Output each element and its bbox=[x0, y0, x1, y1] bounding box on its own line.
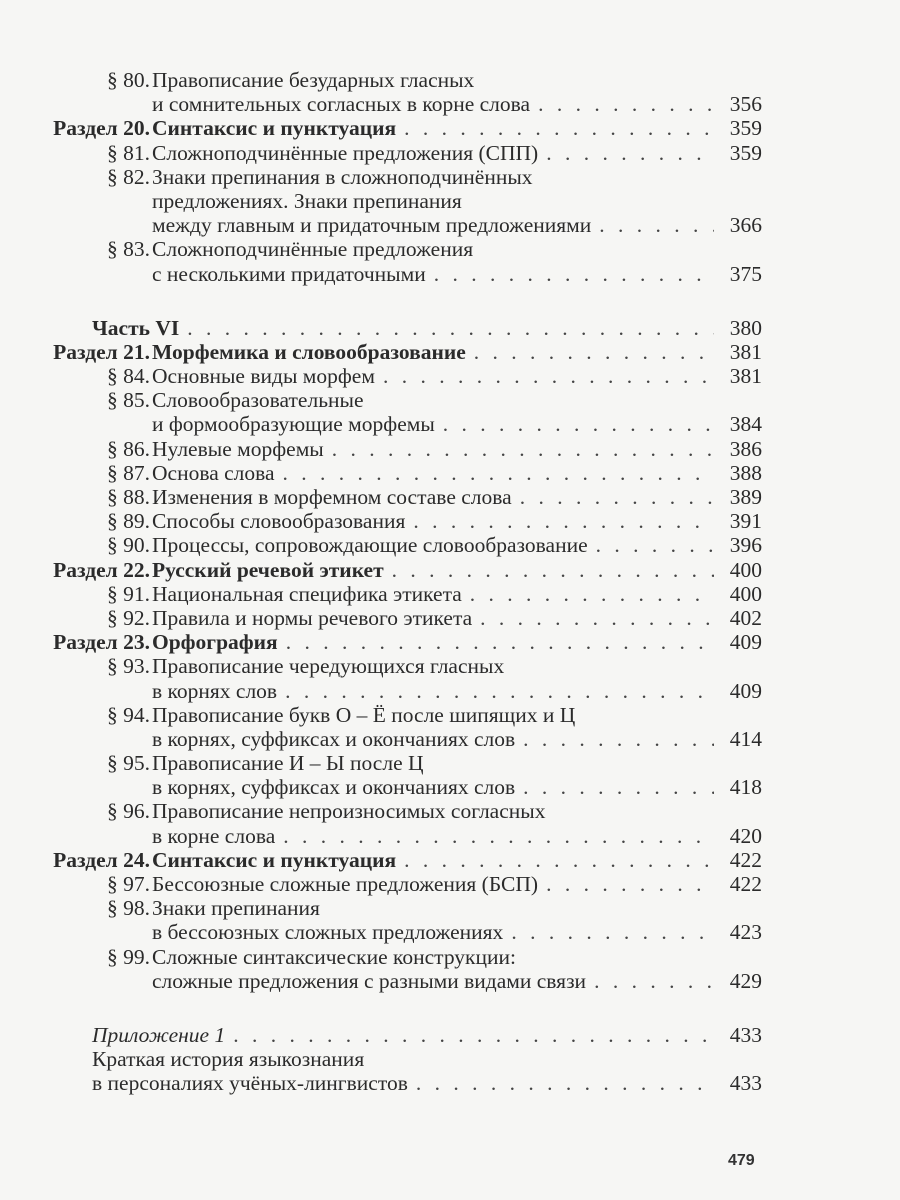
dot-leader bbox=[443, 412, 714, 436]
toc-entry-page: 389 bbox=[729, 485, 762, 509]
toc-entry-line bbox=[0, 262, 900, 286]
toc-entry-page: 381 bbox=[729, 364, 762, 389]
toc-entry-text-line bbox=[152, 340, 762, 364]
toc-entry-line bbox=[0, 630, 900, 654]
toc-entry-page: 388 bbox=[729, 460, 762, 485]
toc-entry-line bbox=[0, 533, 900, 557]
toc-entry-text-line bbox=[152, 533, 762, 557]
toc-entry-title: Правописание И – Ы после Ц bbox=[152, 751, 424, 776]
toc-entry-number: § 92. bbox=[107, 605, 150, 630]
toc-entry-page: 381 bbox=[729, 339, 762, 364]
toc-entry-page: 414 bbox=[729, 726, 762, 751]
dot-leader bbox=[283, 461, 714, 485]
toc-entry-title: в корнях, суффиксах и окончаниях слов bbox=[152, 726, 516, 751]
toc-entry-text-line bbox=[152, 703, 762, 727]
toc-entry-text-line bbox=[152, 364, 762, 388]
toc-entry-text-line bbox=[152, 461, 762, 485]
toc-entry-text-line bbox=[152, 558, 762, 582]
toc-entry-page: 359 bbox=[729, 140, 762, 165]
toc-entry-line bbox=[0, 896, 900, 920]
dot-leader bbox=[538, 92, 714, 116]
toc-entry-page: 356 bbox=[729, 92, 762, 117]
toc-entry-number: § 85. bbox=[107, 388, 150, 413]
toc-entry-title: между главным и придаточным предложениями bbox=[152, 213, 592, 238]
dot-leader bbox=[404, 848, 714, 872]
dot-leader bbox=[520, 485, 714, 509]
toc-entry-page: 386 bbox=[729, 436, 762, 461]
toc-entry-number: Раздел 22. bbox=[53, 557, 150, 582]
toc-entry-text-line bbox=[92, 1023, 762, 1047]
toc-entry-title: Правописание безударных гласных bbox=[152, 68, 475, 92]
toc-entry-number: § 80. bbox=[107, 68, 150, 92]
toc-entry-title: Словообразовательные bbox=[152, 388, 364, 413]
toc-entry-page: 409 bbox=[729, 678, 762, 703]
toc-entry-title: Морфемика и словообразование bbox=[152, 339, 466, 364]
toc-entry-number: § 86. bbox=[107, 436, 150, 461]
toc-entry-text-line bbox=[152, 920, 762, 944]
toc-entry-page: 366 bbox=[729, 213, 762, 238]
dot-leader bbox=[546, 141, 714, 165]
toc-entry-line bbox=[0, 727, 900, 751]
toc-entry-line bbox=[0, 364, 900, 388]
toc-entry-text-line bbox=[152, 606, 762, 630]
dot-leader bbox=[546, 872, 714, 896]
toc-entry-title: в бессоюзных сложных предложениях bbox=[152, 920, 504, 945]
dot-leader bbox=[470, 582, 714, 606]
dot-leader bbox=[523, 775, 714, 799]
toc-entry-title: Процессы, сопровождающие словообразование bbox=[152, 533, 588, 558]
toc-entry-page: 400 bbox=[729, 581, 762, 606]
toc-entry-number: § 96. bbox=[107, 799, 150, 824]
toc-entry-page: 375 bbox=[729, 261, 762, 286]
toc-entry-title: Сложноподчинённые предложения (СПП) bbox=[152, 140, 539, 165]
toc-entry-title: Синтаксис и пунктуация bbox=[152, 847, 397, 872]
toc-entry-line bbox=[0, 189, 900, 213]
toc-entry-text-line bbox=[152, 582, 762, 606]
toc-entry-number: § 95. bbox=[107, 751, 150, 776]
dot-leader bbox=[413, 509, 714, 533]
toc-entry-number: § 93. bbox=[107, 654, 150, 679]
toc-entry-line bbox=[0, 485, 900, 509]
toc-entry-page: 384 bbox=[729, 412, 762, 437]
toc-entry-text-line bbox=[152, 872, 762, 896]
toc-entry-text-line bbox=[152, 679, 762, 703]
toc-entry-title: в персоналиях учёных-лингвистов bbox=[92, 1071, 408, 1096]
toc-entry-title: Краткая история языкознания bbox=[92, 1047, 365, 1072]
dot-leader bbox=[599, 213, 714, 237]
toc-entry-line bbox=[0, 461, 900, 485]
toc-entry-page: 433 bbox=[729, 1071, 762, 1096]
toc-entry-text-line bbox=[152, 630, 762, 654]
toc-entry-page: 391 bbox=[729, 509, 762, 534]
toc-entry-title: Правила и нормы речевого этикета bbox=[152, 605, 473, 630]
toc-entry-title: Способы словообразования bbox=[152, 509, 406, 534]
toc-entry-number: § 97. bbox=[107, 872, 150, 896]
toc-entry-line bbox=[0, 751, 900, 775]
toc-entry-page: 429 bbox=[729, 968, 762, 993]
toc-entry-text-line bbox=[152, 388, 762, 412]
toc-entry-page: 420 bbox=[729, 823, 762, 848]
dot-leader bbox=[480, 606, 714, 630]
toc-entry-line bbox=[0, 799, 900, 823]
toc-entry-number: Раздел 21. bbox=[53, 339, 150, 364]
toc-entry-title: в корне слова bbox=[152, 823, 276, 848]
toc-entry-line bbox=[0, 141, 900, 165]
toc-entry-title: Сложные синтаксические конструкции: bbox=[152, 944, 516, 969]
toc-entry-line bbox=[0, 848, 900, 872]
toc-entry-line bbox=[0, 775, 900, 799]
toc-entry-line bbox=[0, 679, 900, 703]
dot-leader bbox=[511, 920, 714, 944]
toc-entry-text-line bbox=[92, 1047, 762, 1071]
toc-entry-title: Русский речевой этикет bbox=[152, 557, 384, 582]
toc-entry-title: Национальная специфика этикета bbox=[152, 581, 462, 606]
toc-entry-text-line bbox=[152, 262, 762, 286]
toc-entry-page: 402 bbox=[729, 605, 762, 630]
toc-entry-page: 418 bbox=[729, 775, 762, 800]
toc-entry-title: в корнях слов bbox=[152, 678, 278, 703]
toc-entry-title: предложениях. Знаки препинания bbox=[152, 188, 462, 213]
toc-entry-text-line bbox=[152, 799, 762, 823]
toc-entry-title: Сложноподчинённые предложения bbox=[152, 237, 474, 262]
toc-entry-title: Приложение 1 bbox=[92, 1022, 226, 1047]
toc-entry-page: 422 bbox=[729, 872, 762, 896]
toc-entry-title: с несколькими придаточными bbox=[152, 261, 426, 286]
toc-entry-line bbox=[0, 68, 900, 92]
toc-entry-text-line bbox=[152, 213, 762, 237]
toc-entry-number: Раздел 24. bbox=[53, 847, 150, 872]
toc-entry-text-line bbox=[152, 969, 762, 993]
toc-entry-number: Раздел 20. bbox=[53, 116, 150, 141]
toc-entry-text-line bbox=[152, 237, 762, 261]
toc-entry-line bbox=[0, 654, 900, 678]
toc-entry-line bbox=[0, 969, 900, 993]
toc-entry-line bbox=[0, 92, 900, 116]
dot-leader bbox=[404, 116, 714, 140]
dot-leader bbox=[523, 727, 714, 751]
toc-entry-text-line bbox=[152, 727, 762, 751]
toc-entry-title: Правописание чередующихся гласных bbox=[152, 654, 505, 679]
dot-leader bbox=[286, 630, 714, 654]
toc-entry-number: § 91. bbox=[107, 581, 150, 606]
toc-entry-title: в корнях, суффиксах и окончаниях слов bbox=[152, 775, 516, 800]
toc-entry-text-line bbox=[152, 485, 762, 509]
toc-entry-text-line bbox=[152, 412, 762, 436]
toc-entry-number: § 82. bbox=[107, 164, 150, 189]
toc-entry-page: 380 bbox=[729, 315, 762, 340]
toc-entry-text-line bbox=[152, 437, 762, 461]
toc-entry-title: Основа слова bbox=[152, 460, 275, 485]
toc-entry-text-line bbox=[152, 141, 762, 165]
toc-entry-text-line bbox=[152, 116, 762, 140]
toc-entry-line bbox=[0, 558, 900, 582]
toc-entry-number: § 90. bbox=[107, 533, 150, 558]
toc-entry-text-line bbox=[152, 751, 762, 775]
toc-entry-title: Правописание непроизносимых согласных bbox=[152, 799, 546, 824]
toc-entry-text-line bbox=[92, 1071, 762, 1095]
toc-entry-line bbox=[0, 1071, 900, 1095]
toc-entry-line bbox=[0, 703, 900, 727]
toc-entry-text-line bbox=[152, 165, 762, 189]
toc-entry-text-line bbox=[152, 848, 762, 872]
toc-entry-line bbox=[0, 340, 900, 364]
toc-entry-text-line bbox=[152, 92, 762, 116]
toc-entry-number: § 84. bbox=[107, 364, 150, 389]
toc-entry-text-line bbox=[152, 775, 762, 799]
toc-entry-line bbox=[0, 412, 900, 436]
dot-leader bbox=[383, 364, 714, 388]
dot-leader bbox=[392, 558, 714, 582]
toc-entry-number: § 99. bbox=[107, 944, 150, 969]
toc-entry-number: § 98. bbox=[107, 896, 150, 921]
toc-entry-line bbox=[0, 116, 900, 140]
toc-entry-line bbox=[0, 945, 900, 969]
toc-entry-number: § 88. bbox=[107, 485, 150, 509]
toc-entry-line bbox=[0, 582, 900, 606]
dot-leader bbox=[187, 316, 714, 340]
dot-leader bbox=[285, 679, 714, 703]
toc-entry-page: 422 bbox=[729, 847, 762, 872]
toc-entry-title: Нулевые морфемы bbox=[152, 436, 324, 461]
dot-leader bbox=[434, 262, 714, 286]
toc-entry-title: Правописание букв О – Ё после шипящих и Ц bbox=[152, 702, 576, 727]
toc-entry-title: сложные предложения с разными видами связи bbox=[152, 968, 587, 993]
toc-entry-page: 433 bbox=[729, 1022, 762, 1047]
toc-entry-page: 409 bbox=[729, 630, 762, 655]
toc-entry-title: Знаки препинания в сложноподчинённых bbox=[152, 164, 533, 189]
dot-leader bbox=[332, 437, 714, 461]
dot-leader bbox=[594, 969, 714, 993]
table-of-contents bbox=[0, 68, 900, 1096]
toc-entry-line bbox=[0, 1047, 900, 1071]
dot-leader bbox=[416, 1071, 714, 1095]
toc-entry-line bbox=[0, 1023, 900, 1047]
toc-entry-line bbox=[0, 237, 900, 261]
toc-entry-title: Часть VI bbox=[92, 315, 180, 340]
toc-entry-title: Изменения в морфемном составе слова bbox=[152, 485, 512, 509]
toc-entry-line bbox=[0, 165, 900, 189]
toc-entry-text-line bbox=[152, 654, 762, 678]
toc-entry-number: § 87. bbox=[107, 460, 150, 485]
toc-entry-title: Орфография bbox=[152, 630, 278, 655]
toc-entry-line bbox=[0, 606, 900, 630]
toc-entry-number: § 89. bbox=[107, 509, 150, 534]
toc-entry-title: Знаки препинания bbox=[152, 896, 320, 921]
toc-entry-line bbox=[0, 437, 900, 461]
toc-entry-text-line bbox=[152, 68, 762, 92]
toc-entry-line bbox=[0, 388, 900, 412]
dot-leader bbox=[283, 824, 714, 848]
toc-entry-line bbox=[0, 824, 900, 848]
toc-entry-title: и сомнительных согласных в корне слова bbox=[152, 92, 531, 117]
toc-entry-number: § 83. bbox=[107, 237, 150, 262]
toc-entry-page: 396 bbox=[729, 533, 762, 558]
toc-entry-number: § 94. bbox=[107, 702, 150, 727]
toc-entry-line bbox=[0, 872, 900, 896]
toc-entry-page: 423 bbox=[729, 920, 762, 945]
toc-entry-line bbox=[0, 920, 900, 944]
toc-entry-title: Бессоюзные сложные предложения (БСП) bbox=[152, 872, 539, 896]
toc-entry-title: Основные виды морфем bbox=[152, 364, 375, 389]
toc-entry-line bbox=[0, 316, 900, 340]
toc-entry-text-line bbox=[92, 316, 762, 340]
toc-entry-line bbox=[0, 213, 900, 237]
toc-entry-page: 359 bbox=[729, 116, 762, 141]
page-number: 479 bbox=[728, 1152, 755, 1169]
toc-entry-text-line bbox=[152, 824, 762, 848]
toc-entry-text-line bbox=[152, 945, 762, 969]
toc-entry-text-line bbox=[152, 509, 762, 533]
dot-leader bbox=[596, 533, 714, 557]
toc-entry-number: Раздел 23. bbox=[53, 630, 150, 655]
toc-entry-title: Синтаксис и пунктуация bbox=[152, 116, 397, 141]
toc-entry-line bbox=[0, 509, 900, 533]
toc-entry-page: 400 bbox=[729, 557, 762, 582]
toc-entry-text-line bbox=[152, 896, 762, 920]
dot-leader bbox=[474, 340, 714, 364]
toc-entry-title: и формообразующие морфемы bbox=[152, 412, 435, 437]
dot-leader bbox=[233, 1023, 714, 1047]
toc-entry-text-line bbox=[152, 189, 762, 213]
toc-entry-number: § 81. bbox=[107, 140, 150, 165]
